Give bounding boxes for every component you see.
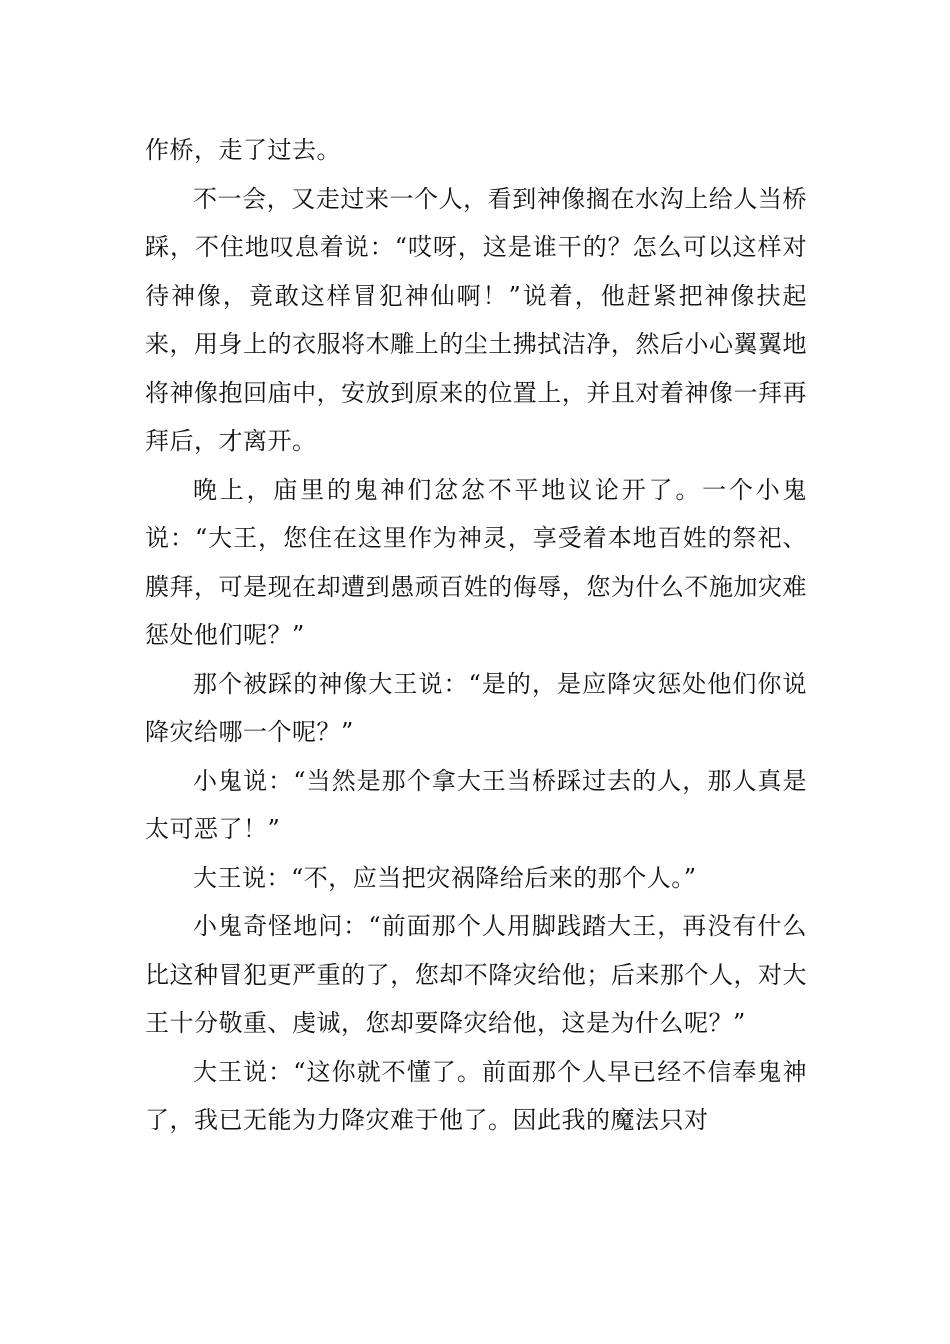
paragraph-1: 作桥，走了过去。 bbox=[145, 136, 341, 164]
paragraph-7: 小鬼奇怪地问：“前面那个人用脚践踏大王，再没有什么比这种冒犯更严重的了，您却不降灾给他；后来那个人，对大王十分敬重、虔诚，您却要降灾给他，这是为什么呢？” bbox=[145, 912, 807, 1037]
paragraph-6: 大王说：“不，应当把灾祸降给后来的那个人。” bbox=[193, 863, 697, 892]
paragraph-2: 不一会，又走过来一个人，看到神像搁在水沟上给人当桥踩，不住地叹息着说：“哎呀，这是谁干的？怎么可以这样对待神像，竟敢这样冒犯神仙啊！”说着，他赶紧把神像扶起来，用身上的衣服将木雕上的尘土拂拭洁净，然后小心翼翼地将神像抱回庙中，安放到原来的位置上，并且对着神像一拜再拜后，才离开。 bbox=[145, 184, 807, 455]
paragraph-5: 小鬼说：“当然是那个拿大王当桥踩过去的人，那人真是太可恶了！” bbox=[145, 766, 807, 843]
paragraph-8: 大王说：“这你就不懂了。前面那个人早已经不信奉鬼神了，我已无能为力降灾难于他了。因此我的魔法只对 bbox=[145, 1057, 807, 1134]
body-text bbox=[145, 126, 807, 1145]
paragraph-4: 那个被踩的神像大王说：“是的，是应降灾惩处他们你说降灾给哪一个呢？” bbox=[145, 669, 807, 746]
paragraph-3: 晚上，庙里的鬼神们忿忿不平地议论开了。一个小鬼说：“大王，您住在这里作为神灵，享受着本地百姓的祭祀、膜拜，可是现在却遭到愚顽百姓的侮辱，您为什么不施加灾难惩处他们呢？” bbox=[145, 475, 807, 649]
